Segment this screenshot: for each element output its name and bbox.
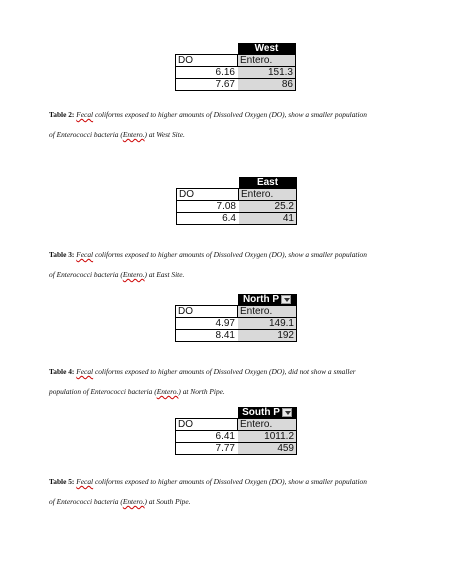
table-caption <box>49 472 439 512</box>
caption-text: coliforms exposed to higher amounts of Dissolved Oxygen (DO), show a smaller population <box>93 250 367 259</box>
spellcheck-word: Entero. <box>122 497 145 506</box>
spellcheck-word: Entero. <box>156 387 179 396</box>
location-label: North P <box>242 294 280 305</box>
location-label: East <box>256 177 279 188</box>
do-value: 7.67 <box>176 79 238 91</box>
caption-text: population of Enterococci bacteria ( <box>49 387 157 396</box>
table-row <box>176 431 297 443</box>
entero-value: 459 <box>238 443 297 455</box>
do-value: 6.4 <box>177 213 239 225</box>
entero-value: 25.2 <box>239 201 297 213</box>
table-row <box>177 213 297 225</box>
caption-label: Table 3: <box>49 250 75 259</box>
caption-text: coliforms exposed to higher amounts of Dissolved Oxygen (DO), did not show a smaller <box>93 367 356 376</box>
spellcheck-word: Fecal <box>76 367 94 376</box>
data-table-west <box>175 43 296 91</box>
table-caption <box>49 105 439 145</box>
caption-text: ) at West Site. <box>144 130 185 139</box>
filter-dropdown-icon[interactable] <box>281 295 291 304</box>
data-table-north-pipe <box>175 294 297 342</box>
column-header-row <box>176 55 296 67</box>
entero-value: 41 <box>239 213 297 225</box>
location-label: West <box>254 43 279 54</box>
table-header-row <box>177 177 297 189</box>
header-blank-cell <box>176 43 238 55</box>
column-header-row <box>177 189 297 201</box>
table-header-row <box>176 43 296 55</box>
data-table-east <box>176 177 297 225</box>
caption-label: Table 2: <box>49 110 75 119</box>
col-header-entero: Entero. <box>238 306 297 318</box>
do-value: 8.41 <box>176 330 238 342</box>
column-header-row <box>176 306 297 318</box>
do-value: 7.08 <box>177 201 239 213</box>
col-header-entero: Entero. <box>238 419 297 431</box>
entero-value: 149.1 <box>238 318 297 330</box>
location-header <box>238 43 296 55</box>
table-row <box>176 443 297 455</box>
caption-label: Table 5: <box>49 477 75 486</box>
col-header-do: DO <box>176 306 238 318</box>
location-header <box>238 407 297 419</box>
caption-text: of Enterococci bacteria ( <box>49 130 123 139</box>
location-header <box>238 294 297 306</box>
table-caption <box>49 362 439 402</box>
filter-dropdown-icon[interactable] <box>282 408 292 417</box>
caption-text: ) at East Site. <box>144 270 185 279</box>
header-blank-cell <box>176 294 238 306</box>
table-row <box>177 201 297 213</box>
caption-text: coliforms exposed to higher amounts of Dissolved Oxygen (DO), show a smaller population <box>93 477 367 486</box>
table-row <box>176 67 296 79</box>
col-header-do: DO <box>176 55 238 67</box>
col-header-entero: Entero. <box>238 55 296 67</box>
entero-value: 151.3 <box>238 67 296 79</box>
do-value: 4.97 <box>176 318 238 330</box>
spellcheck-word: Entero. <box>122 270 145 279</box>
spellcheck-word: Fecal <box>76 110 94 119</box>
table-header-row <box>176 407 297 419</box>
data-table-south-pipe <box>175 407 297 455</box>
caption-label: Table 4: <box>49 367 75 376</box>
caption-text: of Enterococci bacteria ( <box>49 497 123 506</box>
entero-value: 1011.2 <box>238 431 297 443</box>
table-row <box>176 318 297 330</box>
col-header-do: DO <box>177 189 239 201</box>
header-blank-cell <box>177 177 239 189</box>
caption-text: ) at North Pipe. <box>178 387 225 396</box>
entero-value: 86 <box>238 79 296 91</box>
entero-value: 192 <box>238 330 297 342</box>
spellcheck-word: Fecal <box>76 250 94 259</box>
header-blank-cell <box>176 407 238 419</box>
spellcheck-word: Fecal <box>76 477 94 486</box>
caption-text: ) at South Pipe. <box>144 497 191 506</box>
col-header-do: DO <box>176 419 238 431</box>
table-caption <box>49 245 439 285</box>
col-header-entero: Entero. <box>239 189 297 201</box>
table-row <box>176 79 296 91</box>
do-value: 6.41 <box>176 431 238 443</box>
column-header-row <box>176 419 297 431</box>
location-header <box>239 177 297 189</box>
table-row <box>176 330 297 342</box>
table-header-row <box>176 294 297 306</box>
caption-text: coliforms exposed to higher amounts of Dissolved Oxygen (DO), show a smaller population <box>93 110 367 119</box>
spellcheck-word: Entero. <box>122 130 145 139</box>
do-value: 6.16 <box>176 67 238 79</box>
location-label: South P <box>242 407 280 418</box>
caption-text: of Enterococci bacteria ( <box>49 270 123 279</box>
do-value: 7.77 <box>176 443 238 455</box>
